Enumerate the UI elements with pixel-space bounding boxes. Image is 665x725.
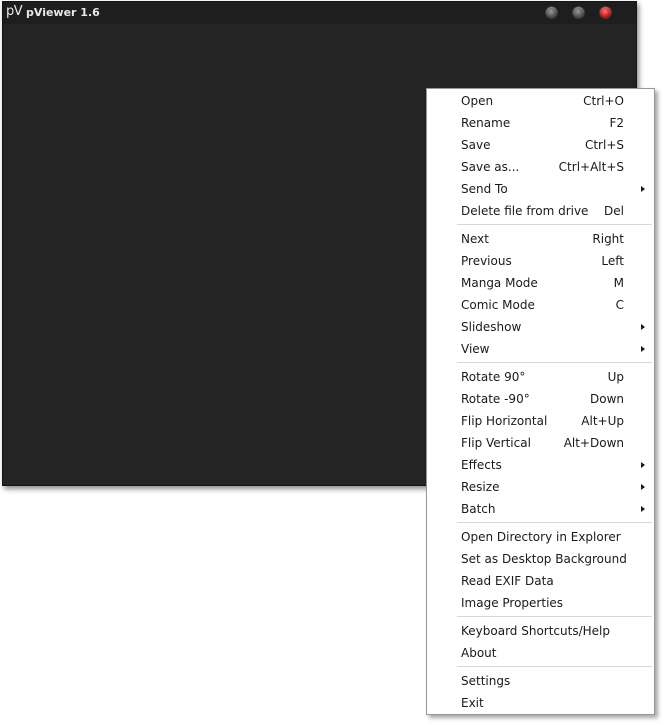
menu-item-shortcut: Ctrl+Alt+S (558, 160, 624, 174)
menu-item-set-as-desktop-background[interactable] (427, 548, 654, 570)
title-bar[interactable] (3, 2, 636, 24)
menu-item-shortcut: Del (604, 204, 624, 218)
menu-item-label: Open (461, 94, 494, 108)
menu-item-label: Rename (461, 116, 511, 130)
menu-list (427, 90, 654, 714)
menu-item-about[interactable] (427, 642, 654, 664)
chevron-right-icon (641, 186, 645, 192)
menu-item-label: Send To (461, 182, 508, 196)
menu-item-keyboard-shortcuts-help[interactable] (427, 620, 654, 642)
menu-item-shortcut: M (613, 276, 624, 290)
menu-item-label: Delete file from drive (461, 204, 589, 218)
chevron-right-icon (641, 324, 645, 330)
close-icon[interactable] (600, 7, 611, 18)
menu-item-exit[interactable] (427, 692, 654, 714)
menu-item-shortcut: Right (592, 232, 624, 246)
menu-item-shortcut: Ctrl+O (583, 94, 624, 108)
menu-item-label: Flip Horizontal (461, 414, 548, 428)
menu-item-comic-mode[interactable] (427, 294, 654, 316)
context-menu (426, 88, 655, 715)
menu-item-open-directory-in-explorer[interactable] (427, 526, 654, 548)
maximize-icon[interactable] (573, 7, 584, 18)
menu-item-label: Image Properties (461, 596, 564, 610)
menu-item-label: Open Directory in Explorer (461, 530, 621, 544)
menu-item-delete-file-from-drive[interactable] (427, 200, 654, 222)
app-logo: pV (6, 4, 23, 19)
menu-item-shortcut: Alt+Up (581, 414, 624, 428)
menu-item-shortcut: F2 (609, 116, 624, 130)
chevron-right-icon (641, 484, 645, 490)
window-title: pViewer 1.6 (26, 6, 100, 19)
menu-item-save-as[interactable] (427, 156, 654, 178)
menu-item-read-exif-data[interactable] (427, 570, 654, 592)
menu-item-label: Next (461, 232, 489, 246)
menu-item-rename[interactable] (427, 112, 654, 134)
menu-item-open[interactable] (427, 90, 654, 112)
menu-item-label: Manga Mode (461, 276, 538, 290)
menu-item-label: Rotate -90° (461, 392, 530, 406)
menu-item-label: Effects (461, 458, 502, 472)
menu-item-label: Batch (461, 502, 496, 516)
menu-item-batch[interactable] (427, 498, 654, 520)
menu-item-shortcut: Left (601, 254, 624, 268)
menu-item-manga-mode[interactable] (427, 272, 654, 294)
menu-item-shortcut: Alt+Down (563, 436, 624, 450)
menu-item-effects[interactable] (427, 454, 654, 476)
menu-item-slideshow[interactable] (427, 316, 654, 338)
minimize-icon[interactable] (546, 7, 557, 18)
menu-item-label: Set as Desktop Background (461, 552, 627, 566)
chevron-right-icon (641, 346, 645, 352)
chevron-right-icon (641, 462, 645, 468)
menu-item-previous[interactable] (427, 250, 654, 272)
menu-item-label: Read EXIF Data (461, 574, 554, 588)
menu-item-label: About (461, 646, 497, 660)
menu-item-label: Rotate 90° (461, 370, 526, 384)
menu-item-label: Previous (461, 254, 512, 268)
menu-item-label: Resize (461, 480, 500, 494)
menu-item-flip-horizontal[interactable] (427, 410, 654, 432)
menu-item-image-properties[interactable] (427, 592, 654, 614)
menu-item-label: View (461, 342, 490, 356)
menu-item-shortcut: Down (589, 392, 624, 406)
menu-item-label: Save (461, 138, 491, 152)
menu-item-label: Save as... (461, 160, 520, 174)
menu-item-rotate-90[interactable] (427, 366, 654, 388)
menu-item-send-to[interactable] (427, 178, 654, 200)
menu-item-label: Flip Vertical (461, 436, 531, 450)
menu-item-shortcut: C (615, 298, 624, 312)
menu-item-save[interactable] (427, 134, 654, 156)
menu-item-label: Keyboard Shortcuts/Help (461, 624, 610, 638)
menu-item-shortcut: Ctrl+S (584, 138, 624, 152)
menu-item-next[interactable] (427, 228, 654, 250)
menu-item-rotate-90[interactable] (427, 388, 654, 410)
menu-item-view[interactable] (427, 338, 654, 360)
menu-item-flip-vertical[interactable] (427, 432, 654, 454)
menu-item-shortcut: Up (607, 370, 624, 384)
menu-item-label: Slideshow (461, 320, 522, 334)
menu-item-label: Settings (461, 674, 511, 688)
menu-item-resize[interactable] (427, 476, 654, 498)
chevron-right-icon (641, 506, 645, 512)
menu-item-label: Exit (461, 696, 484, 710)
menu-item-settings[interactable] (427, 670, 654, 692)
menu-item-label: Comic Mode (461, 298, 535, 312)
